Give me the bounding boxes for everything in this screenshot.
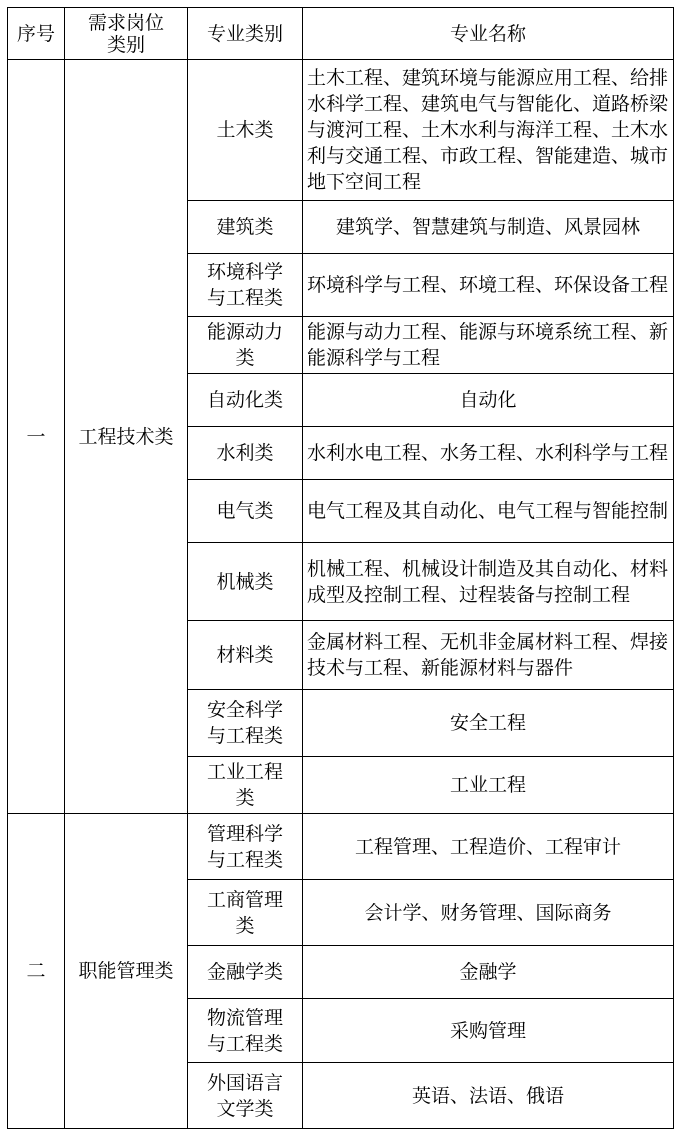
- header-row: [8, 8, 674, 60]
- header-major-names: 专业名称: [303, 8, 674, 60]
- major-names-cell: 金属材料工程、无机非金属材料工程、焊接技术与工程、新能源材料与器件: [303, 621, 674, 690]
- major-category-cell: 电气类: [188, 480, 303, 543]
- group-index: 二: [8, 814, 65, 1129]
- major-names-cell: 水利水电工程、水务工程、水利科学与工程: [303, 427, 674, 480]
- major-names-cell: 工程管理、工程造价、工程审计: [303, 814, 674, 880]
- group-position-category: 工程技术类: [65, 60, 188, 814]
- major-category-cell: 建筑类: [188, 201, 303, 254]
- major-names-cell: 环境科学与工程、环境工程、环保设备工程: [303, 254, 674, 317]
- major-names-cell: 自动化: [303, 374, 674, 427]
- table-body: [8, 60, 674, 1129]
- major-names-cell: 土木工程、建筑环境与能源应用工程、给排水科学工程、建筑电气与智能化、道路桥梁与渡河工程、土木水利与海洋工程、土木水利与交通工程、市政工程、智能建造、城市地下空间工程: [303, 60, 674, 201]
- major-category-cell: 物流管理与工程类: [188, 999, 303, 1063]
- group-position-category: 职能管理类: [65, 814, 188, 1129]
- table-row: [8, 814, 674, 880]
- major-category-cell: 金融学类: [188, 946, 303, 999]
- major-names-cell: 工业工程: [303, 757, 674, 814]
- header-position-category: 需求岗位类别: [65, 8, 188, 60]
- major-names-cell: 电气工程及其自动化、电气工程与智能控制: [303, 480, 674, 543]
- major-names-cell: 建筑学、智慧建筑与制造、风景园林: [303, 201, 674, 254]
- major-category-cell: 环境科学与工程类: [188, 254, 303, 317]
- major-category-cell: 土木类: [188, 60, 303, 201]
- major-names-cell: 会计学、财务管理、国际商务: [303, 880, 674, 946]
- major-category-cell: 材料类: [188, 621, 303, 690]
- major-requirements-table: [7, 7, 674, 1129]
- major-category-cell: 工商管理类: [188, 880, 303, 946]
- major-names-cell: 安全工程: [303, 690, 674, 757]
- major-category-cell: 水利类: [188, 427, 303, 480]
- table-row: [8, 60, 674, 201]
- major-category-cell: 外国语言文学类: [188, 1063, 303, 1129]
- major-category-cell: 机械类: [188, 543, 303, 621]
- header-major-category: 专业类别: [188, 8, 303, 60]
- major-names-cell: 英语、法语、俄语: [303, 1063, 674, 1129]
- major-category-cell: 安全科学与工程类: [188, 690, 303, 757]
- major-category-cell: 管理科学与工程类: [188, 814, 303, 880]
- major-names-cell: 能源与动力工程、能源与环境系统工程、新能源科学与工程: [303, 317, 674, 374]
- major-category-cell: 能源动力类: [188, 317, 303, 374]
- group-index: 一: [8, 60, 65, 814]
- major-names-cell: 机械工程、机械设计制造及其自动化、材料成型及控制工程、过程装备与控制工程: [303, 543, 674, 621]
- major-names-cell: 采购管理: [303, 999, 674, 1063]
- major-category-cell: 工业工程类: [188, 757, 303, 814]
- header-index: 序号: [8, 8, 65, 60]
- major-names-cell: 金融学: [303, 946, 674, 999]
- major-category-cell: 自动化类: [188, 374, 303, 427]
